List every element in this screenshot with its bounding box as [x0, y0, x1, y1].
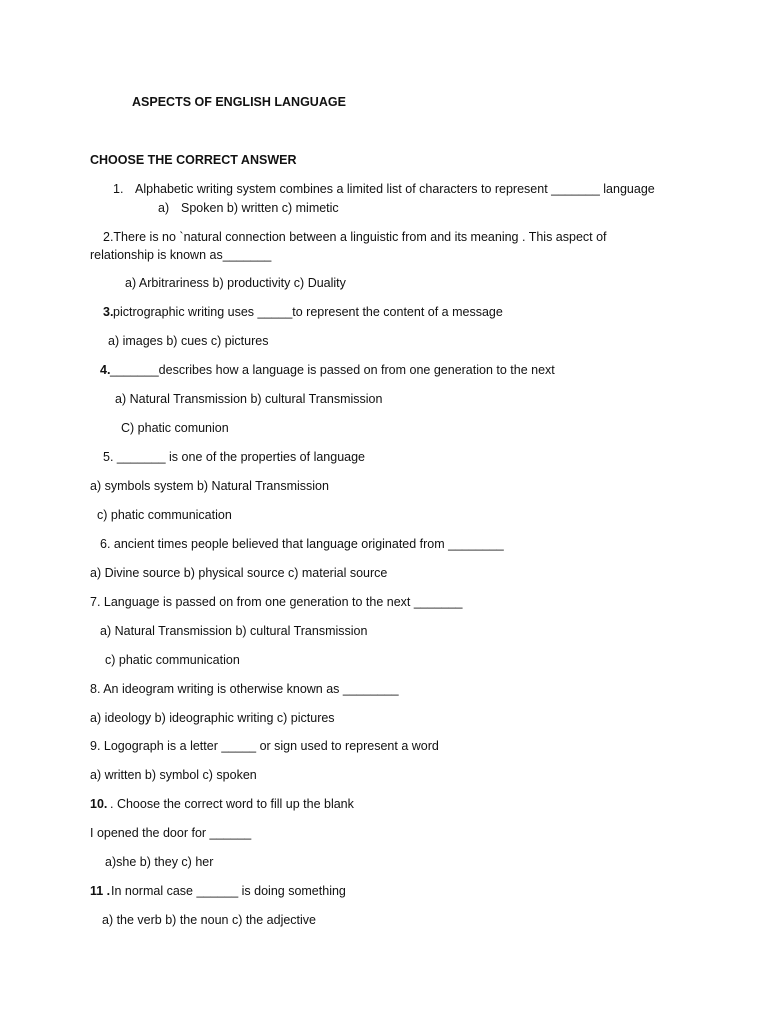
question-11-options: a) the verb b) the noun c) the adjective — [102, 913, 317, 927]
instruction-heading: CHOOSE THE CORRECT ANSWER — [90, 153, 297, 167]
question-8-options: a) ideology b) ideographic writing c) pictures — [90, 711, 335, 725]
question-10-sentence: I opened the door for ______ — [90, 826, 252, 840]
question-11-number: 11 . — [90, 884, 111, 898]
question-6-text: 6. ancient times people believed that language originated from ________ — [100, 537, 504, 551]
question-3-options: a) images b) cues c) pictures — [108, 334, 269, 348]
question-4-number: 4. — [100, 363, 111, 377]
question-9-text: 9. Logograph is a letter _____ or sign used to represent a word — [90, 739, 439, 753]
page-title: ASPECTS OF ENGLISH LANGUAGE — [132, 95, 346, 109]
question-9-options: a) written b) symbol c) spoken — [90, 768, 257, 782]
question-5-text: 5. _______ is one of the properties of language — [103, 450, 366, 464]
question-7-options-line-2: c) phatic communication — [105, 653, 240, 667]
question-4-options-line-2: C) phatic comunion — [121, 421, 229, 435]
question-1-text: Alphabetic writing system combines a limited list of characters to represent _______ language — [135, 182, 655, 196]
question-5-options-line-2: c) phatic communication — [97, 508, 232, 522]
question-8-text: 8. An ideogram writing is otherwise known as ________ — [90, 682, 399, 696]
question-4-options-line-1: a) Natural Transmission b) cultural Transmission — [115, 392, 383, 406]
question-10-options: a)she b) they c) her — [105, 855, 214, 869]
question-4-text: _______describes how a language is passed on from one generation to the next — [110, 363, 555, 377]
question-2-text-line-2: relationship is known as_______ — [90, 248, 272, 262]
question-3-text: pictrographic writing uses _____to represent the content of a message — [113, 305, 503, 319]
question-10-number: 10. — [90, 797, 108, 811]
question-1-number: 1. — [113, 182, 124, 196]
question-5-options-line-1: a) symbols system b) Natural Transmission — [90, 479, 329, 493]
question-3-number: 3. — [103, 305, 114, 319]
question-6-options: a) Divine source b) physical source c) material source — [90, 566, 388, 580]
question-1-options: Spoken b) written c) mimetic — [181, 201, 339, 215]
question-7-text: 7. Language is passed on from one generation to the next _______ — [90, 595, 463, 609]
question-1-option-letter: a) — [158, 201, 170, 215]
question-2-options: a) Arbitrariness b) productivity c) Duality — [125, 276, 346, 290]
question-10-text: . Choose the correct word to fill up the blank — [110, 797, 354, 811]
question-11-text: In normal case ______ is doing something — [111, 884, 346, 898]
question-7-options-line-1: a) Natural Transmission b) cultural Transmission — [100, 624, 368, 638]
question-2-text-line-1: 2.There is no `natural connection between a linguistic from and its meaning . This aspect of — [103, 230, 607, 244]
